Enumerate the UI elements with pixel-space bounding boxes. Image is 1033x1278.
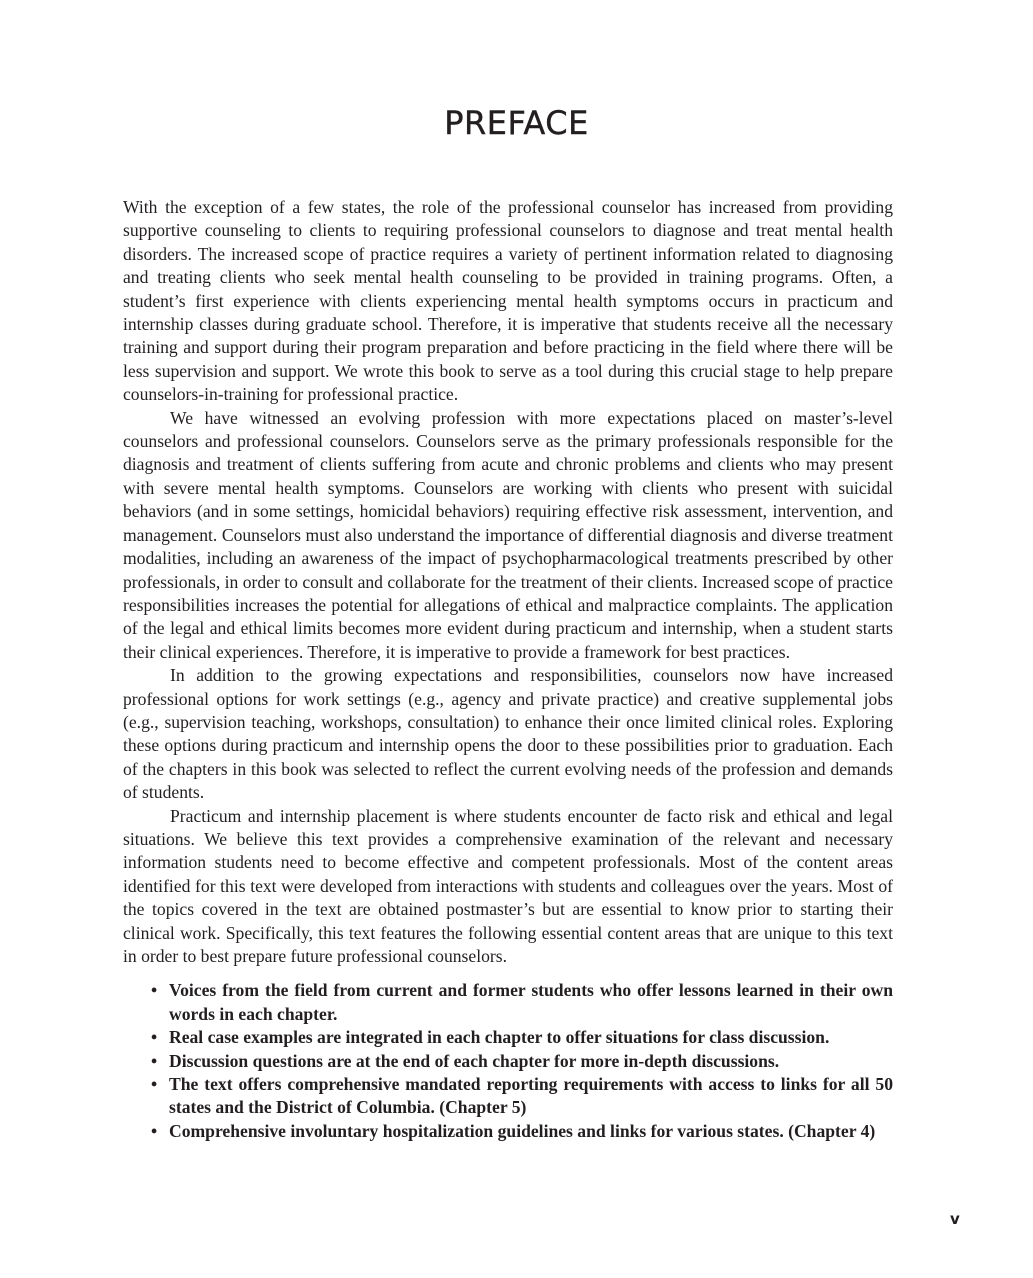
preface-body — [123, 196, 893, 1143]
feature-list-item: • Discussion questions are at the end of each chapter for more in-depth discussions. — [151, 1050, 893, 1073]
paragraph-4: Practicum and internship placement is where students encounter de facto risk and ethical and legal situations. We believe this text provides a comprehensive examination of the relevant and necessary information students need to become effective and competent professionals. Most of the content areas identified for this text were developed from interactions with students and colleagues over the years. Most of the topics covered in the text are obtained postmaster’s but are essential to know prior to starting their clinical work. Specifically, this text features the following essential content areas that are unique to this text in order to best prepare future professional counselors. — [123, 805, 893, 966]
paragraph-1: With the exception of a few states, the role of the professional counselor has increased from providing supportive counseling to clients to requiring professional counselors to diagnose and treat mental health disorders. The increased scope of practice requires a variety of pertinent information related to diagnosing and treating clients who seek mental health counseling to be provided in training programs. Often, a student’s first experience with clients experiencing mental health symptoms occurs in practicum and internship classes during graduate school. Therefore, it is imperative that students receive all the necessary training and support during their program preparation and before practicing in the field where there will be less supervision and support. We wrote this book to serve as a tool during this crucial stage to help prepare counselors-in-training for professional practice. — [123, 197, 893, 405]
paragraph-2: We have witnessed an evolving profession with more expectations placed on master’s-level counselors and professional counselors. Counselors serve as the primary professionals responsible for the diagnosis and treatment of clients suffering from acute and chronic problems and clients who may present with severe mental health symptoms. Counselors are working with clients who present with suicidal behaviors (and in some settings, homicidal behaviors) requiring effective risk assessment, intervention, and management. Counselors must also understand the importance of differential diagnosis and diverse treatment modalities, including an awareness of the impact of psychopharmacological treatments prescribed by other professionals, in order to consult and collaborate for the treatment of their clients. Increased scope of practice responsibilities increases the potential for allegations of ethical and malpractice complaints. The application of the legal and ethical limits becomes more evident during practicum and internship, when a student starts their clinical experiences. Therefore, it is imperative to provide a framework for best practices. — [123, 407, 893, 662]
page-title: PREFACE — [444, 104, 589, 142]
page-number: v — [950, 1210, 960, 1228]
feature-list-item: • The text offers comprehensive mandated reporting requirements with access to links for all 50 states and the District of Columbia. (Chapter 5) — [151, 1073, 893, 1120]
feature-list-item: • Comprehensive involuntary hospitalization guidelines and links for various states. (Chapter 4) — [151, 1120, 893, 1143]
feature-list-item: • Real case examples are integrated in each chapter to offer situations for class discussion. — [151, 1026, 893, 1049]
feature-list — [123, 979, 893, 1143]
feature-list-item: • Voices from the field from current and former students who offer lessons learned in their own words in each chapter. — [151, 979, 893, 1026]
paragraph-3: In addition to the growing expectations and responsibilities, counselors now have increased professional options for work settings (e.g., agency and private practice) and creative supplemental jobs (e.g., supervision teaching, workshops, consultation) to enhance their once limited clinical roles. Exploring these options during practicum and internship opens the door to these possibilities prior to graduation. Each of the chapters in this book was selected to reflect the current evolving needs of the profession and demands of students. — [123, 665, 893, 803]
